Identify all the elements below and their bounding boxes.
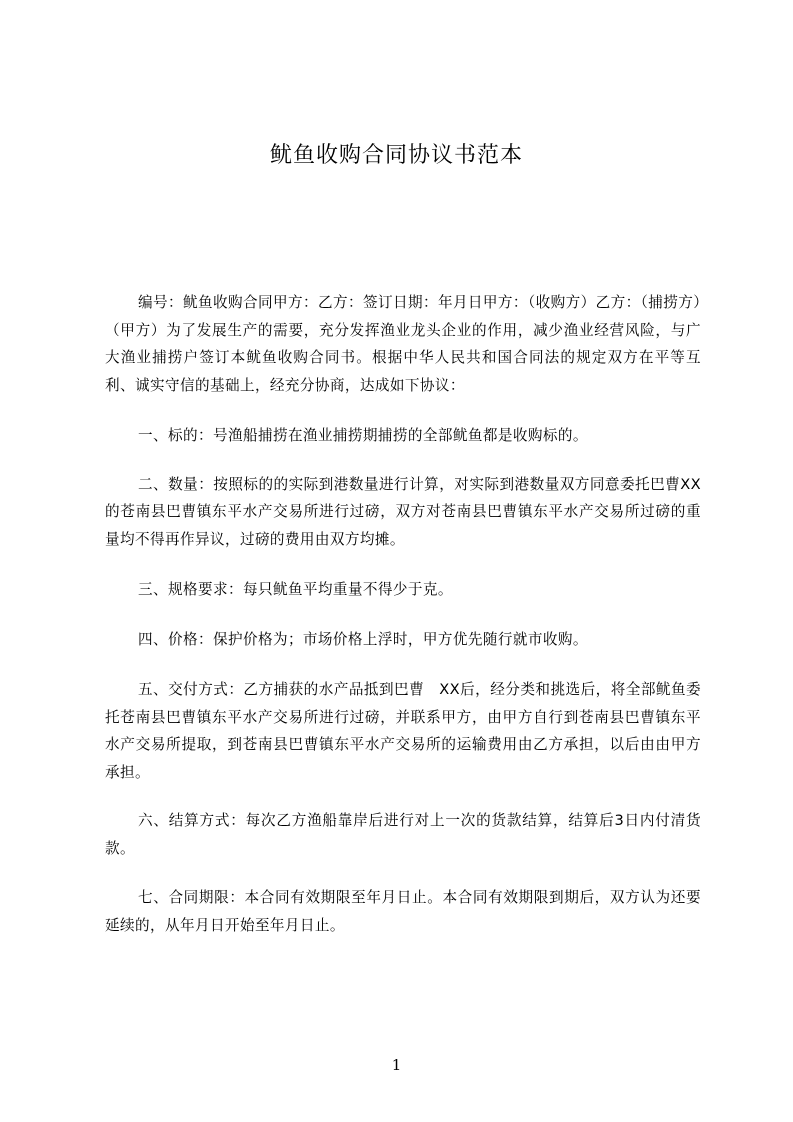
page-number: 1	[391, 1056, 402, 1074]
paragraph-clause-subject: 一、标的：号渔船捕捞在渔业捕捞期捕捞的全部鱿鱼都是收购标的。	[138, 427, 588, 444]
document-body	[105, 289, 701, 939]
paragraph-clause-term: 七、合同期限：本合同有效期限至年月日止。本合同有效期限到期后，双方认为还要延续的，从年月日开始至年月日止。	[105, 889, 701, 934]
paragraph-clause-settlement: 六、结算方式：每次乙方渔船靠岸后进行对上一次的货款结算，结算后3日内付清货款。	[105, 812, 701, 857]
paragraph-clause-delivery: 五、交付方式：乙方捕获的水产品抵到巴曹 XX后，经分类和挑选后，将全部鱿鱼委托苍南县巴曹镇东平水产交易所进行过磅，并联系甲方，由甲方自行到苍南县巴曹镇东平水产交易所提取，到苍南县巴曹镇东平水产交易所的运输费用由乙方承担，以后由由甲方承担。	[105, 681, 701, 781]
paragraph-preamble: 编号：鱿鱼收购合同甲方：乙方：签订日期：年月日甲方：（收购方）乙方：（捕捞方）（甲方）为了发展生产的需要，充分发挥渔业龙头企业的作用，减少渔业经营风险，与广大渔业捕捞户签订本鱿鱼收购合同书。根据中华人民共和国合同法的规定双方在平等互利、诚实守信的基础上，经充分协商，达成如下协议：	[105, 294, 701, 394]
paragraph-clause-quantity: 二、数量：按照标的的实际到港数量进行计算，对实际到港数量双方同意委托巴曹XX的苍南县巴曹镇东平水产交易所进行过磅，双方对苍南县巴曹镇东平水产交易所过磅的重量均不得再作异议，过磅的费用由双方均摊。	[105, 475, 701, 548]
paragraph-clause-specification: 三、规格要求：每只鱿鱼平均重量不得少于克。	[138, 581, 453, 598]
document-title: 鱿鱼收购合同协议书范本	[269, 143, 523, 168]
paragraph-clause-price: 四、价格：保护价格为；市场价格上浮时，甲方优先随行就市收购。	[138, 630, 588, 648]
